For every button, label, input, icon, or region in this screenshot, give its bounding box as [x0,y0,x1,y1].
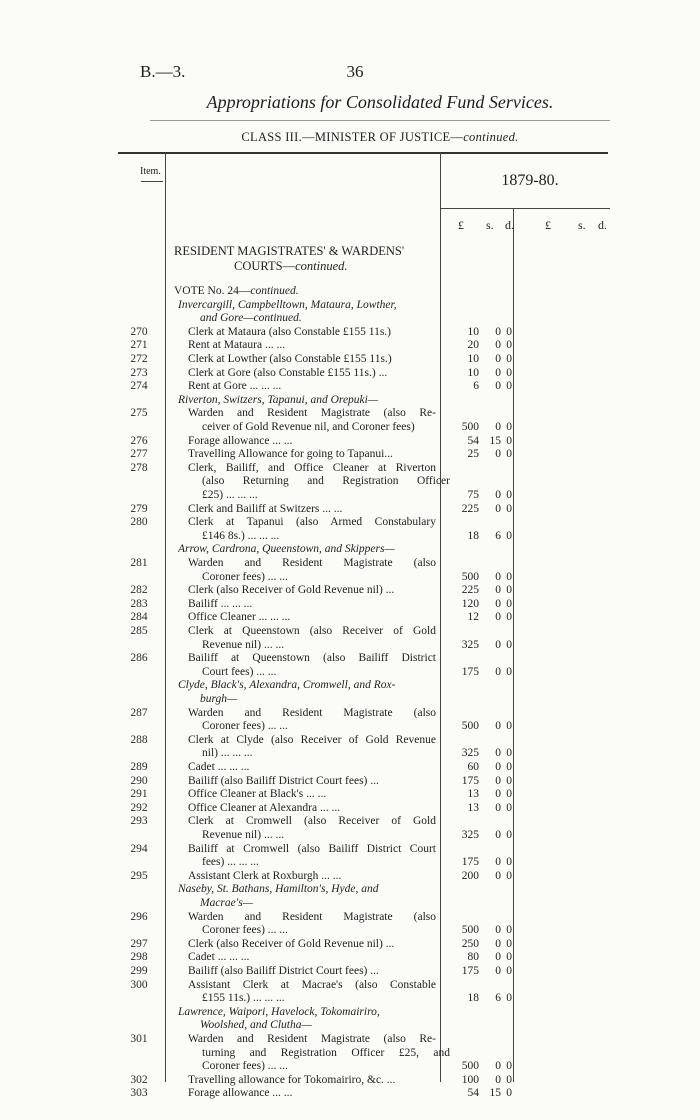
amount-shillings: 0 [495,965,501,977]
amount-pounds: 25 [467,448,479,461]
item-number: 279 [130,502,148,515]
table-row [0,379,700,393]
row-description: Coroner fees) ... ... [202,1060,288,1073]
item-number: 271 [130,339,148,352]
section-heading-line2-text: COURTS— [234,259,296,273]
amount-pounds: 175 [461,856,479,869]
page-number: 36 [346,62,364,81]
amount-pounds: 250 [461,937,479,950]
row-description: Office Cleaner at Alexandra ... ... [188,801,341,814]
amount-pence: 0 [506,570,512,583]
row-continuation [0,638,700,652]
amount-pence: 0 [506,529,512,542]
amount-pence: 0 [506,325,512,338]
amount-shillings: 0 [495,747,501,760]
amount-pounds: 100 [461,1073,479,1086]
amount-shillings: 6 [495,992,501,1005]
location-heading [0,542,700,556]
amount-pounds: 500 [461,720,479,733]
shillings-header-1: s. [486,218,494,232]
item-number: 301 [130,1033,148,1045]
table-row [0,352,700,366]
row-description: Warden and Resident Magistrate (also [188,706,436,719]
item-header-underline [141,181,163,182]
row-continuation [0,529,700,543]
amount-pence: 0 [506,597,512,610]
amount-pounds: 18 [467,992,479,1005]
vote-label-suffix: continued. [250,285,299,297]
row-description: £146 8s.) ... ... ... [202,529,280,542]
amount-pence: 0 [506,380,512,393]
amount-shillings: 0 [495,339,501,352]
amount-pounds: 54 [467,1087,479,1100]
amount-pounds: 13 [467,801,479,814]
row-description: £25) ... ... ... [202,489,258,501]
amount-pounds: 325 [461,829,479,841]
table-row [0,624,700,638]
table-top-rule [118,152,608,154]
table-row [0,1073,700,1087]
amount-pence: 0 [506,434,512,447]
amount-shillings: 0 [495,801,501,814]
item-number: 292 [130,801,148,814]
table-row [0,325,700,339]
location-heading [0,692,700,706]
row-description: £155 11s.) ... ... ... [202,992,285,1005]
row-continuation [0,746,700,760]
row-description: Assistant Clerk at Macrae's (also Constable [188,978,436,991]
amount-shillings: 0 [495,937,501,950]
amount-shillings: 0 [495,584,501,597]
row-description: Bailiff ... ... ... [188,597,253,610]
row-description: burgh— [200,693,238,705]
item-number: 286 [130,652,148,665]
amount-shillings: 0 [495,720,501,733]
row-description: Coroner fees) ... ... [202,924,288,937]
amount-pence: 0 [506,1073,512,1086]
table-row [0,556,700,570]
amount-pence: 0 [506,937,512,950]
row-continuation [0,474,700,488]
amount-pence: 0 [506,665,512,678]
table-row [0,814,700,828]
item-number: 272 [130,353,148,365]
pence-header-2: d. [598,218,607,232]
row-description: Bailiff at Cromwell (also Bailiff District Court [188,842,436,855]
row-description: Forage allowance ... ... [188,1087,293,1100]
class-heading-suffix: continued. [463,130,519,144]
item-number: 302 [130,1073,148,1086]
year-header-rule [440,208,610,209]
table-row [0,869,700,883]
amount-pounds: 500 [461,570,479,583]
item-number: 296 [130,910,148,923]
location-heading [0,678,700,692]
amount-pence: 0 [506,366,512,379]
shillings-header-2: s. [578,218,586,232]
table-row [0,461,700,475]
amount-shillings: 0 [495,951,501,964]
table-row [0,1086,700,1100]
table-row [0,651,700,665]
amount-pounds: 54 [467,434,479,447]
table-row [0,801,700,815]
item-number: 293 [130,815,148,828]
amount-pounds: 200 [461,869,479,882]
table-row [0,406,700,420]
amount-pence: 0 [506,829,512,841]
amount-shillings: 0 [495,325,501,338]
amount-shillings: 6 [495,529,501,542]
amount-pence: 0 [506,801,512,814]
row-description: Clerk (also Receiver of Gold Revenue nil) ... [188,584,395,597]
item-number: 291 [130,788,148,801]
item-number: 294 [130,842,148,855]
item-number: 282 [130,584,148,597]
amount-shillings: 0 [495,665,501,678]
item-number: 278 [130,461,148,474]
amount-shillings: 0 [495,761,501,773]
row-continuation [0,1046,700,1060]
amount-shillings: 0 [495,489,501,501]
row-description: Invercargill, Campbelltown, Mataura, Lowther, [178,298,397,311]
amount-shillings: 0 [495,421,501,433]
row-description: Travelling Allowance for going to Tapanui... [188,448,393,461]
pounds-header-2: £ [545,218,551,232]
row-description: Clerk at Cromwell (also Receiver of Gold [188,815,436,828]
amount-pounds: 500 [461,1060,479,1073]
item-number: 281 [130,557,148,569]
row-description: Assistant Clerk at Roxburgh ... ... [188,869,342,882]
row-description: Bailiff (also Bailiff District Court fees) ... [188,774,379,787]
amount-pounds: 175 [461,774,479,787]
amount-pence: 0 [506,584,512,597]
item-number: 277 [130,448,148,461]
table-row [0,774,700,788]
table-row [0,447,700,461]
section-heading [174,244,436,274]
amount-shillings: 0 [495,611,501,624]
amount-shillings: 0 [495,502,501,515]
amount-shillings: 0 [495,829,501,841]
table-row [0,502,700,516]
row-description: Office Cleaner at Black's ... ... [188,788,327,801]
item-number: 289 [130,761,148,773]
amount-pence: 0 [506,1087,512,1100]
row-continuation [0,855,700,869]
amount-pounds: 6 [473,380,479,393]
item-number: 284 [130,611,148,624]
amount-pounds: 225 [461,502,479,515]
row-description: nil) ... ... ... [202,747,253,760]
amount-pounds: 75 [467,489,479,501]
amount-pounds: 10 [467,325,479,338]
vote-line [0,284,700,298]
table-row [0,760,700,774]
item-number: 299 [130,965,148,977]
row-description: Forage allowance ... ... [188,434,293,447]
amount-shillings: 0 [495,638,501,651]
row-description: Revenue nil) ... ... [202,638,285,651]
row-description: Warden and Resident Magistrate (also [188,557,436,569]
year-header: 1879-80. [501,172,559,189]
amount-shillings: 0 [495,924,501,937]
amount-shillings: 15 [489,1087,501,1100]
row-description: Warden and Resident Magistrate (also [188,910,436,923]
row-description: Bailiff at Queenstown (also Bailiff District [188,652,436,665]
amount-pence: 0 [506,924,512,937]
amount-pence: 0 [506,720,512,733]
amount-shillings: 0 [495,353,501,365]
row-description: Warden and Resident Magistrate (also Re- [188,1033,436,1045]
row-description: Clerk and Bailiff at Switzers ... ... [188,502,343,515]
table-row [0,434,700,448]
amount-pence: 0 [506,638,512,651]
location-heading [0,896,700,910]
amount-pounds: 175 [461,665,479,678]
table-row [0,597,700,611]
amount-shillings: 0 [495,366,501,379]
location-heading [0,1005,700,1019]
amount-shillings: 0 [495,570,501,583]
amount-pence: 0 [506,761,512,773]
item-number: 295 [130,869,148,882]
row-continuation [0,570,700,584]
amount-pence: 0 [506,992,512,1005]
amount-pounds: 10 [467,366,479,379]
amount-pounds: 500 [461,924,479,937]
amount-pence: 0 [506,489,512,501]
row-description: Woolshed, and Clutha— [200,1019,312,1032]
amount-shillings: 0 [495,597,501,610]
amount-pounds: 225 [461,584,479,597]
amount-shillings: 15 [489,434,501,447]
amount-pence: 0 [506,421,512,433]
row-description: turning and Registration Officer £25, and [202,1046,450,1059]
amount-pounds: 325 [461,747,479,760]
amount-shillings: 0 [495,869,501,882]
table-row [0,515,700,529]
location-heading [0,1018,700,1032]
item-number: 300 [130,978,148,991]
amount-shillings: 0 [495,380,501,393]
row-continuation [0,420,700,434]
pounds-header-1: £ [458,218,464,232]
row-continuation [0,923,700,937]
item-number: 280 [130,516,148,529]
class-heading-text: CLASS III.—MINISTER OF JUSTICE— [241,130,464,144]
row-description: ceiver of Gold Revenue nil, and Coroner fees) [202,421,415,433]
amount-pence: 0 [506,951,512,964]
amount-shillings: 0 [495,1073,501,1086]
amount-pence: 0 [506,353,512,365]
row-description: Clerk at Clyde (also Receiver of Gold Revenue [188,733,436,746]
table-row [0,706,700,720]
amount-pounds: 12 [467,611,479,624]
amount-pounds: 175 [461,965,479,977]
amount-pence: 0 [506,448,512,461]
vote-label-text: VOTE No. 24— [174,285,251,297]
row-description: (also Returning and Registration Officer [202,475,450,488]
row-description: Rent at Gore ... ... ... [188,380,282,393]
section-heading-suffix: continued. [295,259,348,273]
row-description: Rent at Mataura ... ... [188,339,286,352]
row-description: Macrae's— [200,897,253,909]
amount-pence: 0 [506,774,512,787]
item-number: 290 [130,774,148,787]
amount-pounds: 80 [467,951,479,964]
row-description: Cadet ... ... ... [188,951,250,964]
class-heading [100,130,660,145]
table-row [0,978,700,992]
amount-pounds: 325 [461,638,479,651]
amount-pounds: 18 [467,529,479,542]
item-number: 270 [130,325,148,338]
row-description: and Gore—continued. [200,312,302,325]
row-continuation [0,1059,700,1073]
amount-pence: 0 [506,856,512,869]
item-number: 287 [130,706,148,719]
row-description: Clerk, Bailiff, and Office Cleaner at Riverton [188,461,436,474]
row-description: Revenue nil) ... ... [202,829,285,841]
table-row [0,910,700,924]
document-reference: B.—3. [140,62,186,81]
row-description: Bailiff (also Bailiff District Court fees) ... [188,965,379,977]
amount-shillings: 0 [495,1060,501,1073]
row-description: Arrow, Cardrona, Queenstown, and Skippers— [178,543,395,556]
amount-pence: 0 [506,1060,512,1073]
row-description: Clerk at Mataura (also Constable £155 11s.) [188,325,392,338]
amount-pence: 0 [506,339,512,352]
row-description: Clyde, Black's, Alexandra, Cromwell, and Rox- [178,679,396,692]
amount-pounds: 13 [467,788,479,801]
amount-shillings: 0 [495,774,501,787]
table-row [0,842,700,856]
amount-pence: 0 [506,788,512,801]
amount-pence: 0 [506,611,512,624]
section-heading-line2 [174,259,436,274]
row-description: Clerk at Tapanui (also Armed Constabulary [188,516,436,529]
table-row [0,733,700,747]
table-row [0,583,700,597]
location-heading [0,393,700,407]
row-description: Clerk (also Receiver of Gold Revenue nil) ... [188,937,395,950]
item-number: 274 [130,380,148,393]
item-number: 276 [130,434,148,447]
table-row [0,950,700,964]
row-description: Coroner fees) ... ... [202,570,288,583]
table-row [0,937,700,951]
amount-pounds: 120 [461,597,479,610]
amount-pounds: 500 [461,421,479,433]
row-description: Clerk at Gore (also Constable £155 11s.) ... [188,366,388,379]
item-number: 303 [130,1087,148,1100]
row-description: Court fees) ... ... [202,665,277,678]
item-number: 285 [130,625,148,637]
row-description: Clerk at Queenstown (also Receiver of Gold [188,625,436,637]
row-description: Riverton, Switzers, Tapanui, and Orepuki— [178,393,379,406]
title-rule [150,120,610,121]
amount-pence: 0 [506,502,512,515]
row-continuation [0,665,700,679]
table-row [0,338,700,352]
amount-shillings: 0 [495,448,501,461]
row-description: Travelling allowance for Tokomairiro, &c. ... [188,1073,396,1086]
item-number: 297 [130,937,148,950]
section-heading-line1: RESIDENT MAGISTRATES' & WARDENS' [174,244,405,258]
amount-pence: 0 [506,869,512,882]
row-description: Coroner fees) ... ... [202,720,288,733]
row-continuation [0,719,700,733]
table-row [0,964,700,978]
amount-shillings: 0 [495,788,501,801]
item-number: 275 [130,407,148,420]
location-heading [0,298,700,312]
amount-pence: 0 [506,747,512,760]
row-description: fees) ... ... ... [202,856,259,869]
amount-pounds: 20 [467,339,479,352]
location-heading [0,311,700,325]
row-description: Warden and Resident Magistrate (also Re- [188,407,436,420]
table-row [0,366,700,380]
table-row [0,610,700,624]
table-row [0,1032,700,1046]
table-row [0,787,700,801]
row-description: Naseby, St. Bathans, Hamilton's, Hyde, and [178,883,379,896]
page-title: Appropriations for Consolidated Fund Services. [206,92,554,112]
row-continuation [0,828,700,842]
row-description: Cadet ... ... ... [188,761,250,773]
item-number: 283 [130,597,148,610]
item-number: 298 [130,951,148,964]
item-column-header: Item. [140,166,161,177]
amount-pounds: 60 [467,761,479,773]
row-description: Clerk at Lowther (also Constable £155 11s.) [188,353,392,365]
location-heading [0,882,700,896]
row-description: Lawrence, Waipori, Havelock, Tokomairiro, [178,1005,380,1018]
row-continuation [0,488,700,502]
item-number: 273 [130,366,148,379]
amount-shillings: 0 [495,856,501,869]
amount-pence: 0 [506,965,512,977]
item-number: 288 [130,733,148,746]
row-continuation [0,991,700,1005]
pence-header-1: d. [505,218,514,232]
amount-pounds: 10 [467,353,479,365]
vote-label [174,284,422,298]
row-description: Office Cleaner ... ... ... [188,611,291,624]
